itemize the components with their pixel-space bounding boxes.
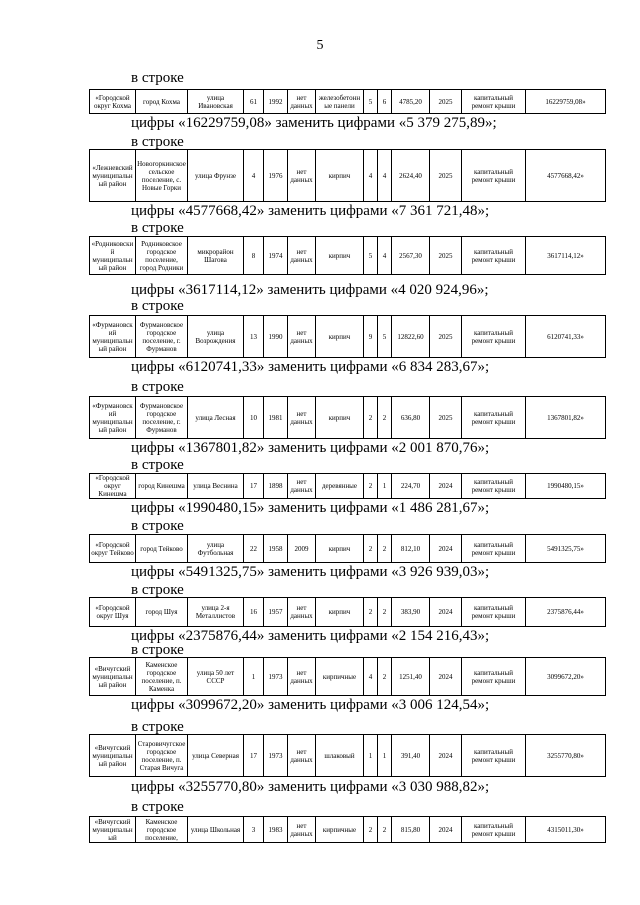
table-cell: 636,80 — [392, 397, 430, 439]
table-cell: 2009 — [288, 535, 316, 563]
table-cell: микрорайон Шагова — [188, 237, 244, 275]
table-cell: 6120741,33» — [526, 316, 606, 358]
table-cell: 5 — [364, 237, 378, 275]
table-cell: нет данных — [288, 598, 316, 627]
replacement-text: цифры «2375876,44» заменить цифрами «2 154 216,43»; — [131, 628, 490, 644]
table-cell: 3099672,20» — [526, 658, 606, 696]
table-cell: «Городской округ Кинешма — [90, 474, 136, 499]
in-line-label: в строке — [131, 642, 184, 658]
page-number: 5 — [316, 38, 324, 53]
replacement-text: цифры «6120741,33» заменить цифрами «6 834 283,67»; — [131, 359, 490, 375]
table-cell: 2 — [364, 817, 378, 843]
table-cell: капитальный ремонт крыши — [462, 735, 526, 777]
table-cell: нет данных — [288, 397, 316, 439]
table-cell: 13 — [244, 316, 264, 358]
table-cell: улица Ивановская — [188, 90, 244, 114]
table-row — [89, 89, 606, 114]
table-cell: 6 — [378, 90, 392, 114]
table-cell: город Тейково — [136, 535, 188, 563]
table-cell: 2024 — [430, 658, 462, 696]
in-line-label: в строке — [131, 457, 184, 473]
table-cell: кирпичные — [316, 658, 364, 696]
table-cell: 5 — [378, 316, 392, 358]
table-cell: «Городской округ Кохма — [90, 90, 136, 114]
table-row — [89, 597, 606, 627]
in-line-label: в строке — [131, 70, 184, 86]
table-cell: 2567,30 — [392, 237, 430, 275]
table-cell: улица 50 лет СССР — [188, 658, 244, 696]
table-cell: 2025 — [430, 237, 462, 275]
table-row — [89, 657, 606, 696]
table-cell: кирпич — [316, 598, 364, 627]
table-cell: 1976 — [264, 150, 288, 202]
table-cell: улица Лесная — [188, 397, 244, 439]
in-line-label: в строке — [131, 298, 184, 314]
table-cell: город Кохма — [136, 90, 188, 114]
table-cell: 10 — [244, 397, 264, 439]
table-cell: 812,10 — [392, 535, 430, 563]
table-cell: 22 — [244, 535, 264, 563]
table-cell: «Вичугский муниципальный район — [90, 658, 136, 696]
table-cell: 2624,40 — [392, 150, 430, 202]
table-cell: 17 — [244, 474, 264, 499]
table-cell: 4 — [364, 658, 378, 696]
replacement-text: цифры «5491325,75» заменить цифрами «3 926 939,03»; — [131, 564, 490, 580]
in-line-label: в строке — [131, 134, 184, 150]
table-cell: 3255770,80» — [526, 735, 606, 777]
table-cell: 2025 — [430, 90, 462, 114]
table-cell: 9 — [364, 316, 378, 358]
table-cell: 4577668,42» — [526, 150, 606, 202]
table-cell: 391,40 — [392, 735, 430, 777]
table-cell: 2024 — [430, 735, 462, 777]
table-cell: шлаковый — [316, 735, 364, 777]
table-cell: 1 — [244, 658, 264, 696]
table-cell: железобетонные панели — [316, 90, 364, 114]
table-cell: 2 — [378, 658, 392, 696]
table-cell: капитальный ремонт крыши — [462, 817, 526, 843]
table-cell: улица Футбольная — [188, 535, 244, 563]
table-cell: 2025 — [430, 316, 462, 358]
table-cell: 1 — [378, 474, 392, 499]
table-cell: 2024 — [430, 474, 462, 499]
table-cell: кирпич — [316, 535, 364, 563]
replacement-text: цифры «1990480,15» заменить цифрами «1 486 281,67»; — [131, 500, 490, 516]
table-cell: капитальный ремонт крыши — [462, 150, 526, 202]
table-cell: 2 — [378, 535, 392, 563]
table-cell: 4 — [244, 150, 264, 202]
replacement-text: цифры «3617114,12» заменить цифрами «4 020 924,96»; — [131, 282, 489, 298]
table-cell: 2024 — [430, 535, 462, 563]
table-cell: 3617114,12» — [526, 237, 606, 275]
table-cell: 1 — [378, 735, 392, 777]
table-cell: 2 — [364, 474, 378, 499]
table-cell: Каменское городское поселение, п. Каменка — [136, 658, 188, 696]
table-cell: Родниковское городское поселение, город Родники — [136, 237, 188, 275]
table-cell: кирпич — [316, 397, 364, 439]
table-cell: 3 — [244, 817, 264, 843]
table-cell: капитальный ремонт крыши — [462, 397, 526, 439]
table-cell: 1957 — [264, 598, 288, 627]
table-cell: нет данных — [288, 237, 316, 275]
in-line-label: в строке — [131, 799, 184, 815]
table-cell: Новогоркинское сельское поселение, с. Новые Горки — [136, 150, 188, 202]
table-cell: «Вичугский муниципальный — [90, 817, 136, 843]
in-line-label: в строке — [131, 518, 184, 534]
table-cell: «Фурмановский муниципальный район — [90, 397, 136, 439]
table-cell: 1898 — [264, 474, 288, 499]
replacement-text: цифры «16229759,08» заменить цифрами «5 379 275,89»; — [131, 115, 497, 131]
table-cell: 815,80 — [392, 817, 430, 843]
table-cell: кирпич — [316, 316, 364, 358]
table-cell: «Родниковский муниципальный район — [90, 237, 136, 275]
table-row — [89, 149, 606, 202]
table-cell: 383,90 — [392, 598, 430, 627]
table-cell: 1974 — [264, 237, 288, 275]
table-cell: 5491325,75» — [526, 535, 606, 563]
table-row — [89, 473, 606, 499]
table-cell: нет данных — [288, 735, 316, 777]
table-cell: капитальный ремонт крыши — [462, 598, 526, 627]
table-cell: 1973 — [264, 735, 288, 777]
table-cell: «Лежневский муниципальный район — [90, 150, 136, 202]
table-cell: капитальный ремонт крыши — [462, 316, 526, 358]
table-cell: 2 — [364, 535, 378, 563]
table-cell: «Городской округ Тейково — [90, 535, 136, 563]
table-row — [89, 315, 606, 358]
table-cell: нет данных — [288, 817, 316, 843]
table-cell: улица Северная — [188, 735, 244, 777]
table-cell: 2024 — [430, 817, 462, 843]
table-cell: Каменское городское поселение, — [136, 817, 188, 843]
table-cell: 2375876,44» — [526, 598, 606, 627]
table-cell: 16 — [244, 598, 264, 627]
table-cell: Фурмановское городское поселение, г. Фурманов — [136, 316, 188, 358]
table-cell: капитальный ремонт крыши — [462, 658, 526, 696]
table-cell: 4315011,30» — [526, 817, 606, 843]
table-cell: 8 — [244, 237, 264, 275]
table-cell: кирпич — [316, 150, 364, 202]
table-cell: 1981 — [264, 397, 288, 439]
table-cell: 1367801,82» — [526, 397, 606, 439]
table-cell: улица 2-я Металлистов — [188, 598, 244, 627]
replacement-text: цифры «3099672,20» заменить цифрами «3 006 124,54»; — [131, 697, 490, 713]
table-cell: капитальный ремонт крыши — [462, 535, 526, 563]
in-line-label: в строке — [131, 582, 184, 598]
table-cell: «Фурмановский муниципальный район — [90, 316, 136, 358]
table-cell: кирпич — [316, 237, 364, 275]
in-line-label: в строке — [131, 220, 184, 236]
table-cell: нет данных — [288, 150, 316, 202]
replacement-text: цифры «1367801,82» заменить цифрами «2 001 870,76»; — [131, 440, 490, 456]
replacement-text: цифры «4577668,42» заменить цифрами «7 361 721,48»; — [131, 203, 490, 219]
table-cell: 2025 — [430, 397, 462, 439]
table-cell: кирпичные — [316, 817, 364, 843]
table-cell: Фурмановское городское поселение, г. Фурманов — [136, 397, 188, 439]
table-cell: улица Фрунзе — [188, 150, 244, 202]
table-row — [89, 534, 606, 563]
table-cell: город Шуя — [136, 598, 188, 627]
table-cell: 5 — [364, 90, 378, 114]
in-line-label: в строке — [131, 719, 184, 735]
replacement-text: цифры «3255770,80» заменить цифрами «3 030 988,82»; — [131, 779, 490, 795]
table-cell: «Вичугский муниципальный район — [90, 735, 136, 777]
table-cell: 4 — [378, 150, 392, 202]
table-cell: 2024 — [430, 598, 462, 627]
table-cell: 1973 — [264, 658, 288, 696]
table-cell: 16229759,08» — [526, 90, 606, 114]
table-cell: 1992 — [264, 90, 288, 114]
table-cell: 1958 — [264, 535, 288, 563]
table-cell: 2 — [364, 397, 378, 439]
table-cell: улица Школьная — [188, 817, 244, 843]
table-row — [89, 396, 606, 439]
in-line-label: в строке — [131, 379, 184, 395]
table-cell: нет данных — [288, 474, 316, 499]
table-cell: 2 — [378, 397, 392, 439]
table-cell: нет данных — [288, 658, 316, 696]
table-cell: капитальный ремонт крыши — [462, 90, 526, 114]
table-row — [89, 734, 606, 777]
table-cell: деревянные — [316, 474, 364, 499]
table-cell: нет данных — [288, 316, 316, 358]
table-cell: капитальный ремонт крыши — [462, 474, 526, 499]
table-cell: 4 — [378, 237, 392, 275]
table-cell: 224,70 — [392, 474, 430, 499]
table-cell: 12822,60 — [392, 316, 430, 358]
table-cell: 1251,40 — [392, 658, 430, 696]
table-cell: улица Возрождения — [188, 316, 244, 358]
table-cell: капитальный ремонт крыши — [462, 237, 526, 275]
table-cell: улица Веснина — [188, 474, 244, 499]
table-cell: 4785,20 — [392, 90, 430, 114]
table-cell: 2 — [378, 817, 392, 843]
table-cell: 1 — [364, 735, 378, 777]
table-row — [89, 816, 606, 843]
table-cell: 4 — [364, 150, 378, 202]
table-cell: нет данных — [288, 90, 316, 114]
table-cell: Старовичугское городское поселение, п. Старая Вичуга — [136, 735, 188, 777]
table-cell: 2 — [378, 598, 392, 627]
table-cell: 1990480,15» — [526, 474, 606, 499]
table-cell: 61 — [244, 90, 264, 114]
table-cell: 17 — [244, 735, 264, 777]
table-row — [89, 236, 606, 275]
table-cell: 2025 — [430, 150, 462, 202]
table-cell: «Городской округ Шуя — [90, 598, 136, 627]
table-cell: город Кинешма — [136, 474, 188, 499]
table-cell: 2 — [364, 598, 378, 627]
table-cell: 1983 — [264, 817, 288, 843]
table-cell: 1990 — [264, 316, 288, 358]
